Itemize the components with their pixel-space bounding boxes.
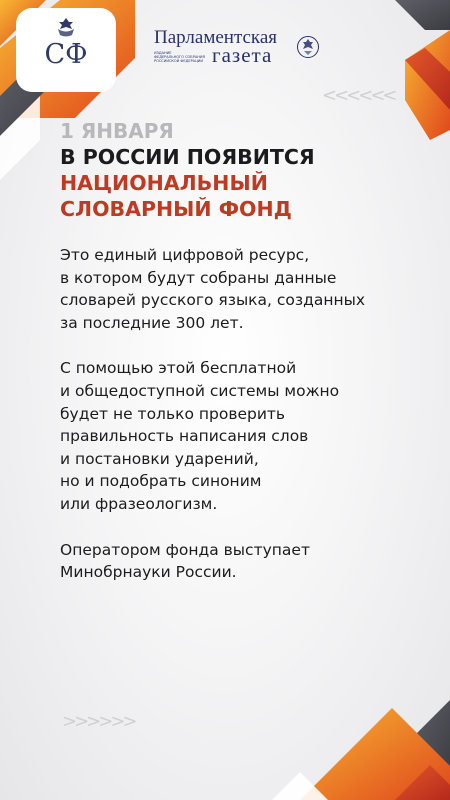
paragraph: С помощью этой бесплатной и общедоступной системы можно будет не только проверить правильность написания слов и постановки ударений, но и подобрать синоним или фразеологизм. (60, 359, 340, 513)
eagle-icon (58, 18, 74, 37)
article-body (60, 244, 420, 607)
paragraph: Оператором фонда выступает Минобрнауки России. (60, 540, 310, 582)
date-label: 1 ЯНВАРЯ (60, 119, 174, 143)
pg-logo-line1: Парламентская (154, 27, 278, 48)
parlamentskaya-gazeta-logo (154, 28, 324, 72)
pg-logo-line2: газета (212, 43, 273, 67)
paragraph: Это единый цифровой ресурс, в котором будут собраны данные словарей русского языка, созданных за последние 300 лет. (60, 246, 366, 332)
chevron-right-icon: >>>>>> (62, 711, 135, 732)
headline (60, 118, 420, 222)
sf-logo (20, 12, 112, 92)
chevron-left-icon: <<<<<< (322, 85, 395, 106)
headline-line3: СЛОВАРНЫЙ ФОНД (60, 197, 292, 221)
eagle-emblem-icon (296, 34, 320, 60)
headline-line2: НАЦИОНАЛЬНЫЙ (60, 171, 268, 195)
pg-logo-subtitle: ИЗДАНИЕ ФЕДЕРАЛЬНОГО СОБРАНИЯ РОССИЙСКОЙ ФЕДЕРАЦИИ (154, 51, 205, 64)
deco-shape (395, 0, 450, 30)
headline-line1: В РОССИИ ПОЯВИТСЯ (60, 145, 315, 169)
sf-logo-text: СФ (44, 39, 88, 70)
